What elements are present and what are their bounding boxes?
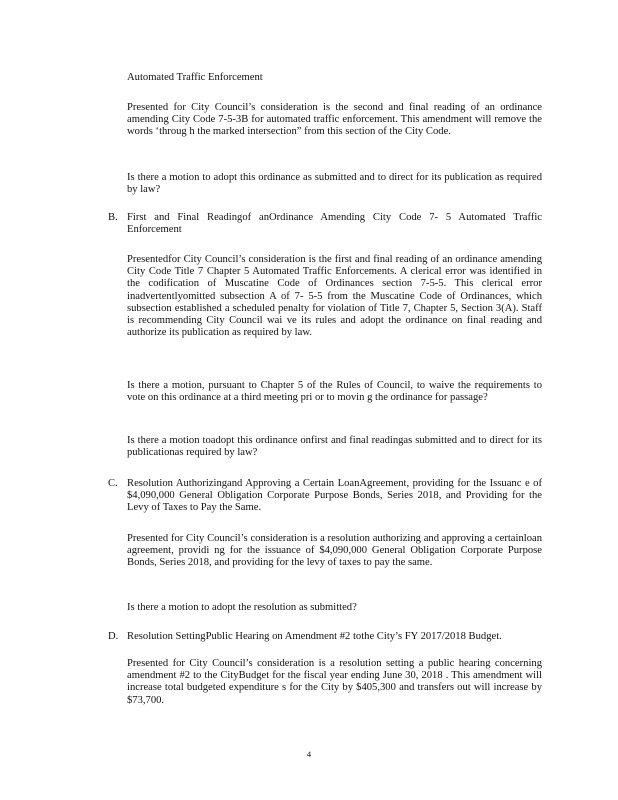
- item-title: First and Final Readingof anOrdinance Amending City Code 7- 5 Automated Traffic Enforcement: [127, 212, 542, 236]
- item-motion-paragraph: Is there a motion to adopt the resolution as submitted?: [127, 602, 357, 613]
- item-title: Resolution SettingPublic Hearing on Amendment #2 tothe City’s FY 2017/2018 Budget.: [127, 631, 502, 642]
- item-paragraph: Presented for City Council’s consideration is a resolution setting a public hearing concerning amendment #2 to the CityBudget for the fiscal year ending June 30, 2018 . This amendment will increase total budgeted expenditure s for the City by $405,300 and transfers out will increase by $73,700.: [127, 658, 542, 706]
- item-motion-paragraph: Is there a motion, pursuant to Chapter 5 of the Rules of Council, to waive the requirements to vote on this ordinance at a third meeting pri or to movin g the ordinance for passage?: [127, 380, 542, 404]
- item-motion-paragraph: Is there a motion toadopt this ordinance onfirst and final readingas submitted and to direct for its publicationas required by law?: [127, 435, 542, 459]
- item-letter: D.: [108, 631, 119, 642]
- item-paragraph: Presentedfor City Council’s consideration is the first and final reading of an ordinance amending City Code Title 7 Chapter 5 Automated Traffic Enforcements. A clerical error was identified in the codification of Muscatine Code of Ordinances section 7-5-5. This clerical error inadvertentlyomitted subsection A of 7- 5-5 from the Muscatine Code of Ordinances, which subsection established a scheduled penalty for violation of Title 7, Chapter 5, Section 3(A). Staff is recommending City Council wai ve its rules and adopt the ordinance on final reading and authorize its publication as required by law.: [127, 254, 542, 339]
- item-letter: C.: [108, 478, 118, 489]
- item-letter: B.: [108, 212, 118, 223]
- item-paragraph: Presented for City Council’s consideration is a resolution authorizing and approving a certainloan agreement, providi ng for the issuance of $4,090,000 General Obligation Corporate Purpose Bonds, Series 2018, and providing for the levy of taxes to pay the same.: [127, 533, 542, 569]
- intro-motion-paragraph: Is there a motion to adopt this ordinance as submitted and to direct for its publication as required by law?: [127, 172, 542, 196]
- intro-paragraph: Presented for City Council’s consideration is the second and final reading of an ordinance amending City Code 7-5-3B for automated traffic enforcement. This amendment will remove the words ‘throug h the marked intersection” from this section of the City Code.: [127, 102, 542, 138]
- section-heading: Automated Traffic Enforcement: [127, 72, 263, 83]
- item-title: Resolution Authorizingand Approving a Certain LoanAgreement, providing for the Issuanc e of $4,090,000 General Obligation Corporate Purpose Bonds, Series 2018, and Providing for the Levy of Taxes to Pay the Same.: [127, 478, 542, 514]
- page-number: 4: [306, 749, 312, 759]
